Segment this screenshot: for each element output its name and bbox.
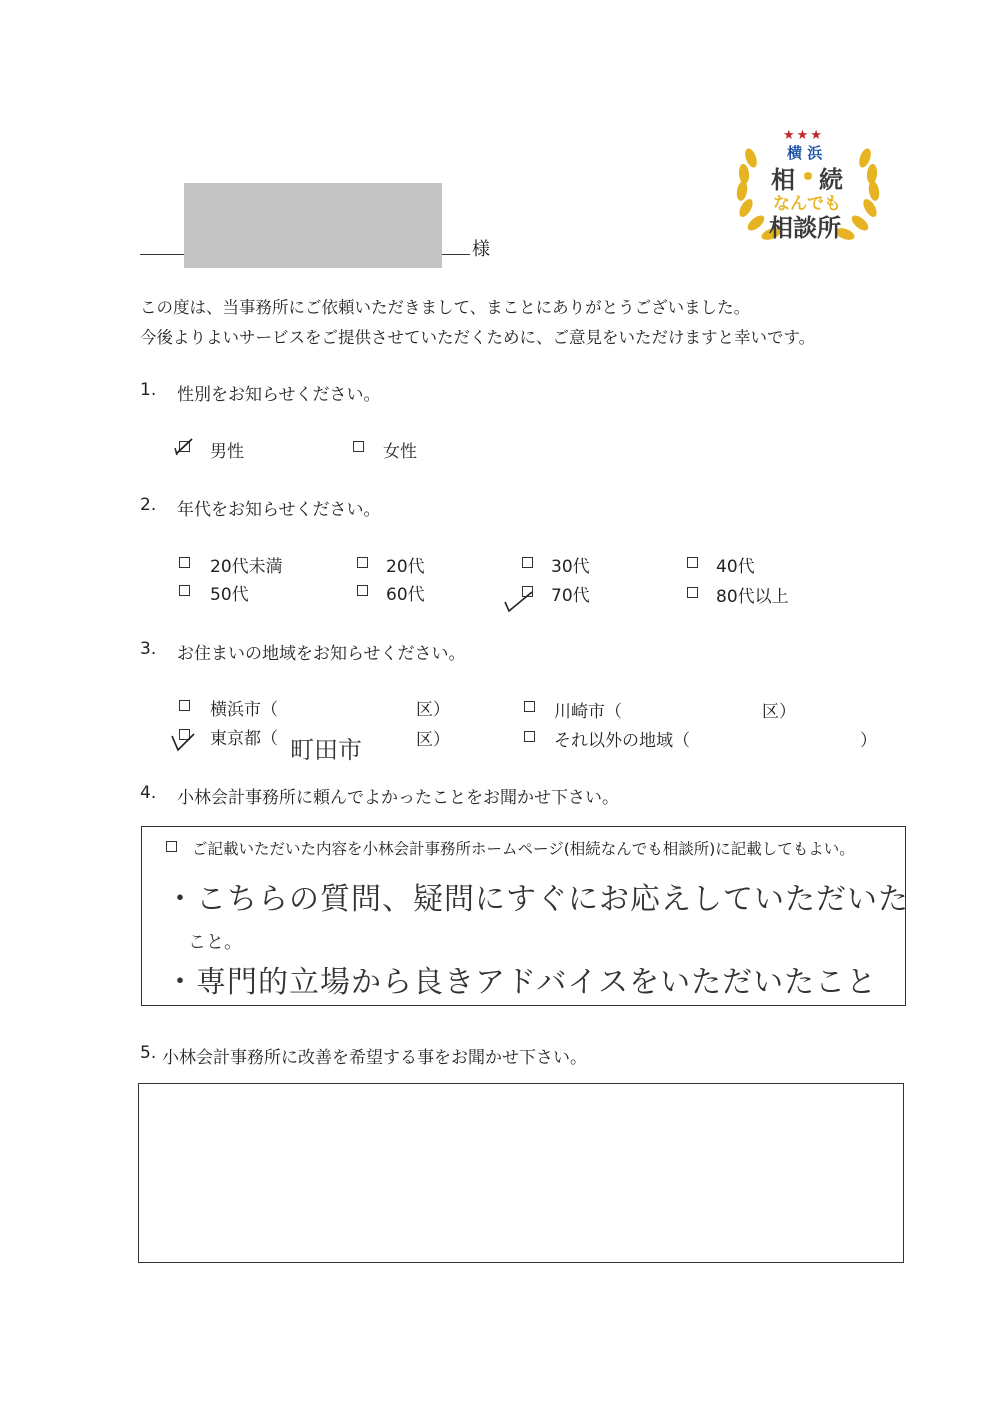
logo	[733, 128, 883, 246]
option-age-20s: 20代	[386, 557, 425, 577]
checkbox-age-40s[interactable]	[687, 557, 698, 568]
checkbox-age-60s[interactable]	[357, 585, 368, 596]
checkbox-age-under20[interactable]	[179, 557, 190, 568]
q4-number: 4.	[140, 783, 157, 803]
intro-line1: この度は、当事務所にご依頼いただきまして、まことにありがとうございました。	[140, 298, 751, 317]
q1-number: 1.	[140, 380, 157, 400]
option-age-60s: 60代	[386, 585, 425, 605]
logo-soudansho: 相談所	[769, 214, 841, 242]
option-age-under20: 20代未満	[210, 557, 283, 577]
logo-dot	[804, 172, 812, 180]
consent-text: ご記載いただいた内容を小林会計事務所ホームページ(相続なんでも相談所)に記載してもよい。	[192, 840, 855, 858]
checkbox-age-50s[interactable]	[179, 585, 190, 596]
redacted-name	[184, 183, 442, 268]
q2-text: 年代をお知らせください。	[177, 500, 381, 520]
honorific-sama: 様	[472, 239, 490, 260]
option-age-40s: 40代	[716, 557, 755, 577]
q4-text: 小林会計事務所に頼んでよかったことをお聞かせ下さい。	[177, 788, 619, 808]
option-female: 女性	[383, 442, 417, 462]
option-kawasaki: 川崎市（	[554, 702, 622, 722]
kawasaki-ku: 区）	[762, 702, 796, 722]
q4-answer-line2: こと。	[188, 932, 242, 953]
option-yokohama: 横浜市（	[210, 700, 278, 720]
logo-so: 相	[771, 166, 795, 194]
q5-text: 小林会計事務所に改善を希望する事をお聞かせ下さい。	[162, 1048, 587, 1068]
option-male: 男性	[210, 442, 244, 462]
intro-line2: 今後よりよいサービスをご提供させていただくために、ご意見をいただけますと幸いです。	[140, 328, 816, 347]
check-mark-icon	[173, 436, 195, 458]
logo-zoku: 続	[819, 166, 843, 194]
checkbox-other-region[interactable]	[524, 731, 535, 742]
q4-answer-line1: ・こちらの質問、疑問にすぐにお応えしていただいた	[165, 882, 909, 917]
option-age-30s: 30代	[551, 557, 590, 577]
checkbox-age-20s[interactable]	[357, 557, 368, 568]
q4-answer-line3: ・専門的立場から良きアドバイスをいただいたこと	[165, 965, 878, 1000]
check-mark-icon	[502, 590, 536, 614]
checkbox-kawasaki[interactable]	[524, 701, 535, 712]
option-age-80plus: 80代以上	[716, 587, 789, 607]
option-age-50s: 50代	[210, 585, 249, 605]
checkbox-age-80plus[interactable]	[687, 587, 698, 598]
logo-yokohama: 横 浜	[787, 144, 823, 162]
option-other-region: それ以外の地域（	[554, 731, 690, 751]
checkbox-yokohama[interactable]	[179, 700, 190, 711]
other-region-close: ）	[860, 731, 877, 751]
option-age-70s: 70代	[551, 586, 590, 606]
yokohama-ku: 区）	[416, 700, 450, 720]
q5-answer-box[interactable]	[138, 1083, 904, 1263]
q1-text: 性別をお知らせください。	[177, 385, 381, 405]
q3-text: お住まいの地域をお知らせください。	[177, 644, 466, 664]
checkbox-consent[interactable]	[166, 841, 177, 852]
q2-number: 2.	[140, 495, 157, 515]
q5-number: 5.	[140, 1043, 157, 1063]
logo-stars: ★★★	[783, 128, 824, 143]
logo-nandemo: なんでも	[773, 194, 841, 214]
option-tokyo: 東京都（	[210, 729, 278, 749]
checkbox-female[interactable]	[353, 441, 364, 452]
handwritten-city: 町田市	[290, 736, 362, 764]
checkbox-age-30s[interactable]	[522, 557, 533, 568]
tokyo-ku: 区）	[416, 730, 450, 750]
q3-number: 3.	[140, 639, 157, 659]
check-mark-icon	[170, 730, 200, 754]
